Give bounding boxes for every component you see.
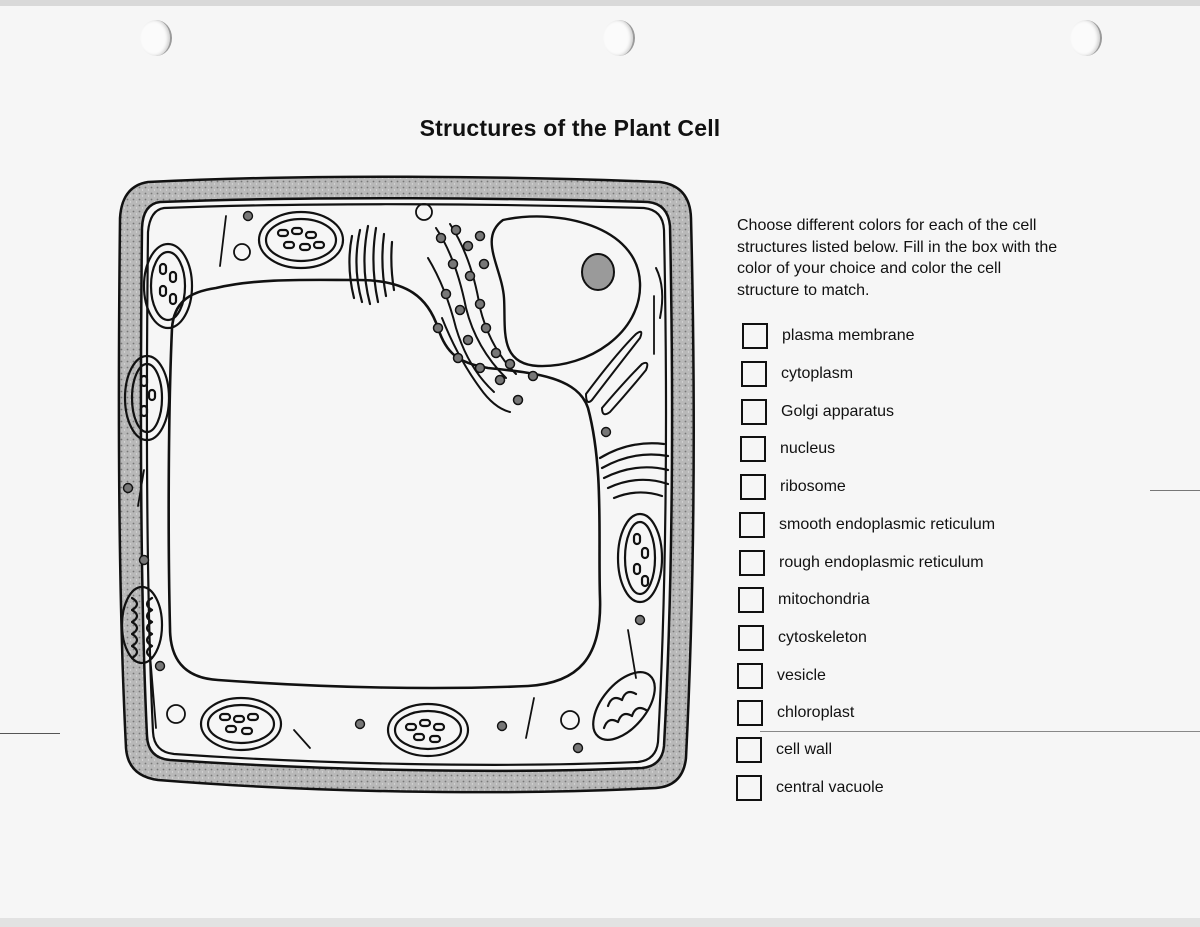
nucleolus xyxy=(582,254,614,290)
color-box[interactable] xyxy=(736,775,762,801)
legend-label: nucleus xyxy=(780,440,836,457)
vesicle xyxy=(561,711,579,729)
legend-item-mitochondria xyxy=(738,585,870,615)
legend-label: chloroplast xyxy=(777,704,855,721)
color-box[interactable] xyxy=(738,625,764,651)
legend-label: cell wall xyxy=(776,741,833,758)
legend-label: central vacuole xyxy=(776,779,884,796)
page-bottom-edge xyxy=(0,918,1200,927)
ribosome xyxy=(244,212,253,221)
legend-item-plasma-membrane xyxy=(742,321,915,351)
color-box[interactable] xyxy=(742,323,768,349)
legend-item-golgi-apparatus xyxy=(741,397,894,427)
legend-label: cytoplasm xyxy=(781,365,854,382)
page-title: Structures of the Plant Cell xyxy=(419,115,721,141)
mitochondria-group xyxy=(122,587,667,751)
chloroplast xyxy=(618,514,662,602)
ribosome xyxy=(156,662,165,671)
ribosome xyxy=(124,484,133,493)
cytoskeleton xyxy=(138,216,654,748)
scan-artifact-line xyxy=(760,731,1200,732)
mitochondrion xyxy=(581,661,666,751)
legend-label: rough endoplasmic reticulum xyxy=(779,554,984,571)
golgi-apparatus xyxy=(600,443,668,498)
ribosome xyxy=(498,722,507,731)
color-box[interactable] xyxy=(741,399,767,425)
rough-endoplasmic-reticulum xyxy=(428,224,538,412)
chloroplast xyxy=(144,244,192,328)
central-vacuole xyxy=(169,280,600,688)
punch-hole-right xyxy=(1070,20,1102,56)
color-box[interactable] xyxy=(739,512,765,538)
color-box[interactable] xyxy=(740,474,766,500)
legend-label: smooth endoplasmic reticulum xyxy=(779,516,996,533)
ribosome xyxy=(356,720,365,729)
ribosome xyxy=(602,428,611,437)
legend-item-cell-wall xyxy=(736,735,832,765)
legend-item-central-vacuole xyxy=(736,773,884,803)
chloroplast xyxy=(259,212,343,268)
scan-artifact-line xyxy=(1150,490,1200,491)
chloroplast xyxy=(201,698,281,750)
legend-label: Golgi apparatus xyxy=(781,403,894,420)
legend-label: vesicle xyxy=(777,667,826,684)
legend-label: cytoskeleton xyxy=(778,629,867,646)
legend-item-ribosome xyxy=(740,472,846,502)
vesicle-group xyxy=(167,204,579,729)
vesicle xyxy=(234,244,250,260)
instructions-text: Choose different colors for each of the cell structures listed below. Fill in the box with the color of your choice and color the cell structure to match. xyxy=(737,217,1058,299)
color-box[interactable] xyxy=(737,663,763,689)
scan-artifact-line xyxy=(0,733,60,734)
color-box[interactable] xyxy=(736,737,762,763)
vesicle xyxy=(416,204,432,220)
plant-cell-diagram xyxy=(108,168,708,808)
legend-item-smooth-er xyxy=(739,510,995,540)
legend-item-nucleus xyxy=(740,434,835,464)
ribosome xyxy=(140,556,149,565)
nucleus xyxy=(492,216,640,366)
ribosome xyxy=(636,616,645,625)
legend-label: mitochondria xyxy=(778,591,870,608)
color-box[interactable] xyxy=(740,436,766,462)
color-box[interactable] xyxy=(739,550,765,576)
legend-item-chloroplast xyxy=(737,698,854,728)
legend-label: plasma membrane xyxy=(782,327,915,344)
color-box[interactable] xyxy=(738,587,764,613)
legend-item-cytoskeleton xyxy=(738,623,867,653)
legend-item-vesicle xyxy=(737,661,826,691)
legend-item-cytoplasm xyxy=(741,359,853,389)
ribosome xyxy=(574,744,583,753)
color-box[interactable] xyxy=(741,361,767,387)
punch-hole-left xyxy=(140,20,172,56)
legend-item-rough-er xyxy=(739,548,984,578)
color-box[interactable] xyxy=(737,700,763,726)
ribosome-group xyxy=(124,212,645,753)
page-top-edge xyxy=(0,0,1200,6)
golgi-apparatus xyxy=(349,226,394,304)
vesicle xyxy=(167,705,185,723)
legend-label: ribosome xyxy=(780,478,846,495)
chloroplast-group xyxy=(125,212,662,756)
chloroplast xyxy=(388,704,468,756)
punch-hole-center xyxy=(603,20,635,56)
